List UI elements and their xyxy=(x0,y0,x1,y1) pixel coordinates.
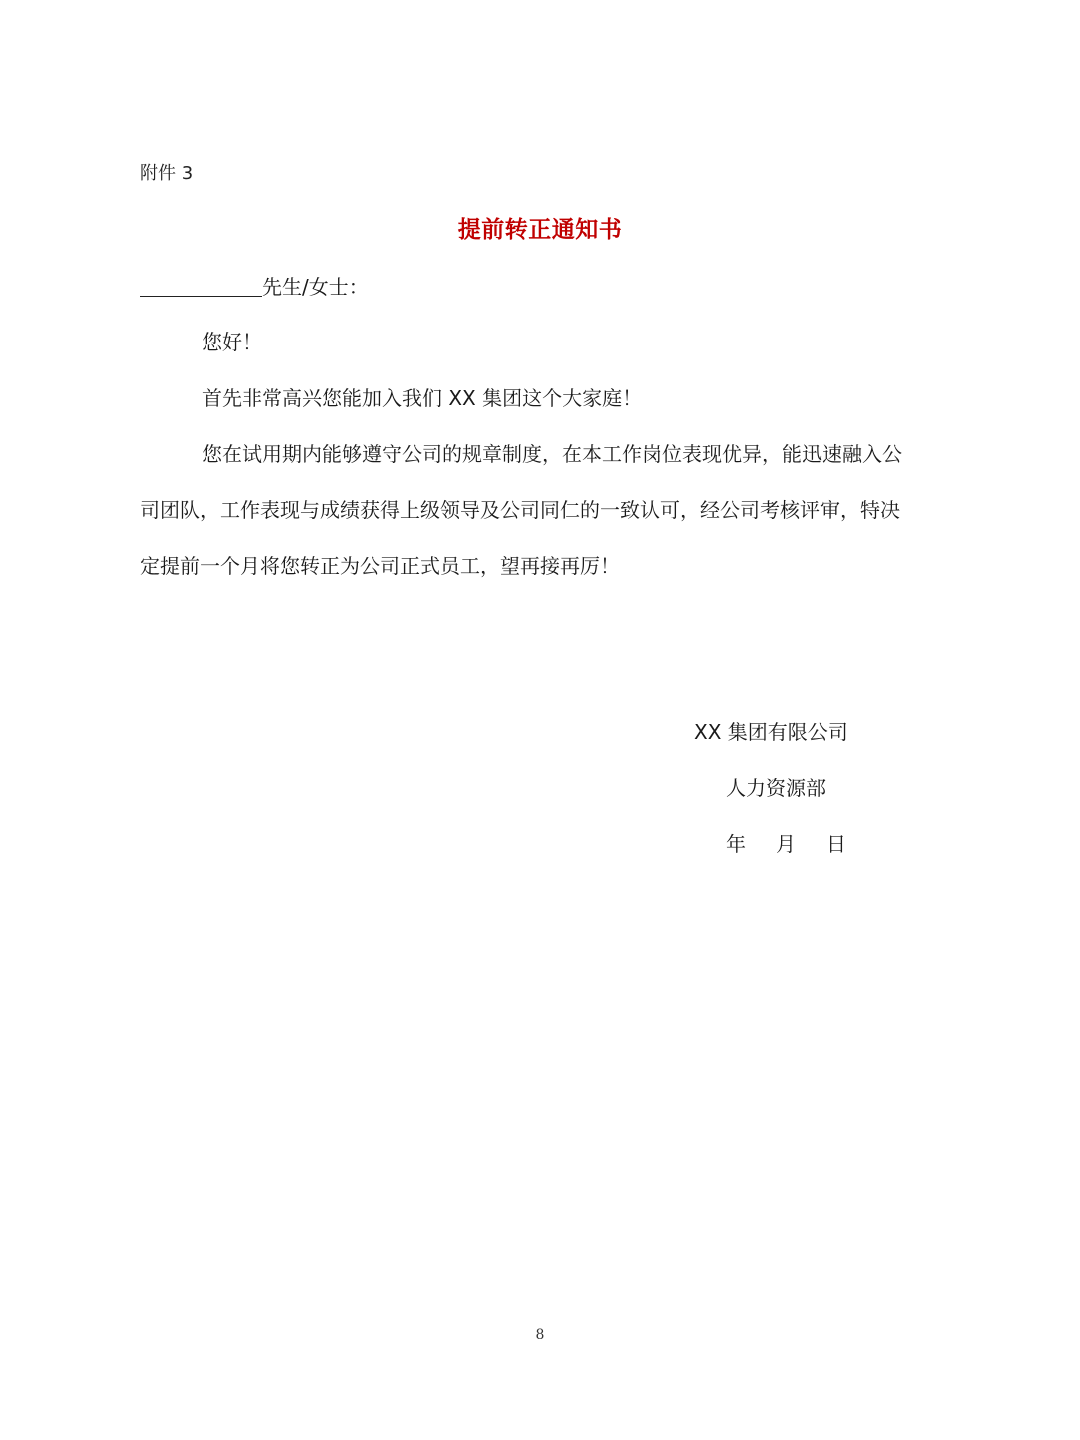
signature-date xyxy=(726,829,846,859)
intro-paragraph: 首先非常高兴您能加入我们 XX 集团这个大家庭！ xyxy=(202,386,643,410)
signature-company: XX 集团有限公司 xyxy=(694,720,848,744)
document-title: 提前转正通知书 xyxy=(457,217,623,243)
date-day-label: 日 xyxy=(826,832,846,856)
body-line-1: 您在试用期内能够遵守公司的规章制度，在本工作岗位表现优异，能迅速融入公 xyxy=(202,442,902,466)
salutation xyxy=(140,272,369,302)
page-number: 8 xyxy=(535,1327,545,1343)
body-line-3: 定提前一个月将您转正为公司正式员工，望再接再厉！ xyxy=(140,554,620,578)
body-line-2: 司团队，工作表现与成绩获得上级领导及公司同仁的一致认可，经公司考核评审，特决 xyxy=(140,498,900,522)
attachment-label: 附件 3 xyxy=(140,163,194,184)
date-month-label: 月 xyxy=(776,832,796,856)
greeting: 您好！ xyxy=(202,330,262,354)
name-blank-line xyxy=(140,274,262,297)
salutation-suffix: 先生/女士： xyxy=(262,275,369,299)
signature-department: 人力资源部 xyxy=(726,776,826,800)
date-year-label: 年 xyxy=(726,832,746,856)
